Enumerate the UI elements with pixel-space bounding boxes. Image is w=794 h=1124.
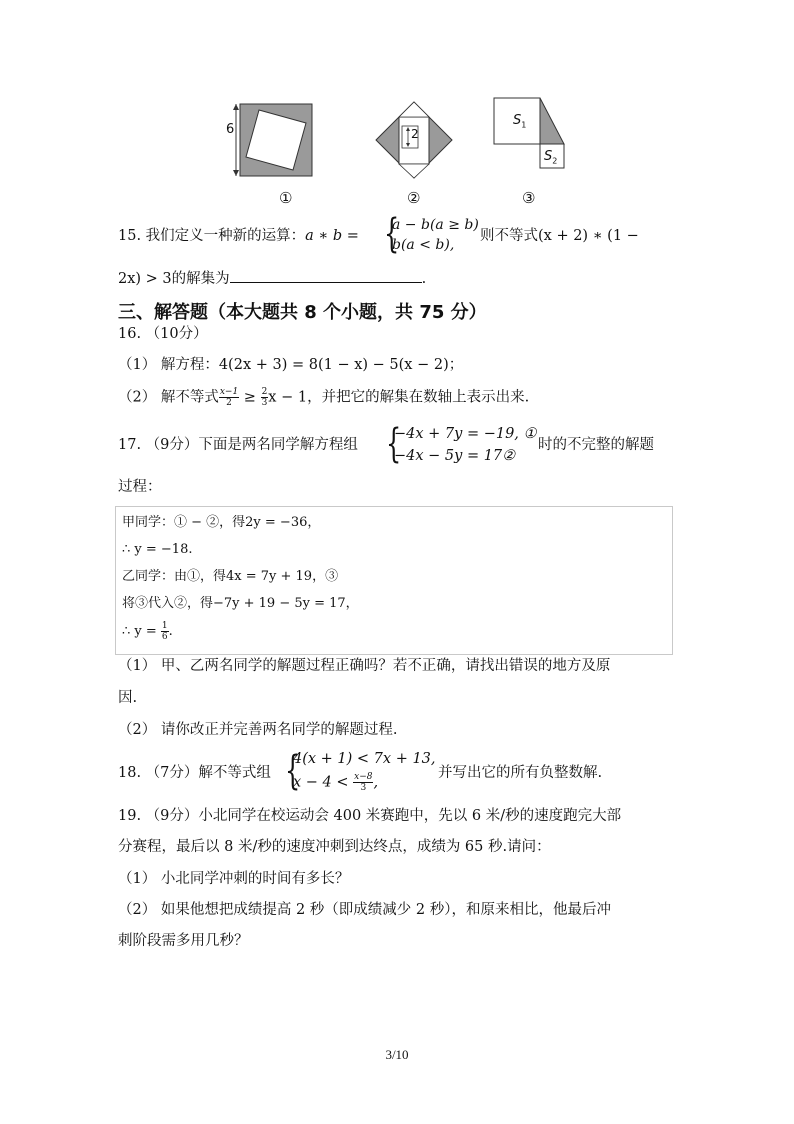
q15-case1: a − b(a ≥ b) [392,217,479,233]
q17-part1-line1: （1） 甲、乙两名同学的解题过程正确吗？若不正确，请找出错误的地方及原 [118,658,611,674]
q18-frac-num: x−8 [354,772,373,782]
q17-box-last-prefix: ∴ y = [122,624,161,639]
page-number: 3/10 [385,1047,409,1062]
q17-box-frac [161,621,169,642]
q16-frac1-den: 2 [226,398,232,408]
q18-brace: { [285,748,301,794]
figure-2-label: ② [407,189,421,207]
q15-line2-end: . [421,271,427,287]
q16-frac2-den: 3 [261,398,268,408]
q16-title: 16. （10分） [118,326,208,342]
figure-1-side-label: 6 [226,122,235,137]
q19-part2-line2: 刺阶段需多用几秒？ [118,933,249,949]
q17-part1-line2: 因. [118,690,138,706]
q16-part1: （1） 解方程：4(2x + 3) = 8(1 − x) − 5(x − 2)； [118,357,464,373]
q17-box-line-2: ∴ y = −18. [122,542,193,557]
q17-box-line-5 [122,621,173,642]
q17-part2: （2） 请你改正并完善两名同学的解题过程. [118,722,398,738]
q17-line2: 过程： [118,479,162,495]
figure-1 [226,96,326,180]
figure-1-label: ① [279,189,293,207]
q17-box-frac-den: 6 [161,632,168,642]
q18-frac-den: 3 [360,783,367,793]
q15-brace: { [384,211,400,257]
q19-part1: （1） 小北同学冲刺的时间有多长？ [118,871,350,887]
s1-letter: S [513,113,522,128]
q16-ge: ≥ [239,389,261,406]
q17-box-line-3: 乙同学：由①，得4x = 7y + 19，③ [122,569,339,584]
q17-brace: { [386,421,402,467]
q18-eq2-suffix: , [373,774,379,791]
q16-part2 [118,387,529,408]
q15-case2: b(a < b), [392,237,455,253]
q18-eq2 [293,772,378,793]
q19-line1: 19. （9分）小北同学在校运动会 400 米赛跑中，先以 6 米/秒的速度跑完大部 [118,808,622,824]
figure-3-label: ③ [522,189,536,207]
q17-box-line-4: 将③代入②，得−7y + 19 − 5y = 17， [122,596,359,611]
q17-suffix: 时的不完整的解题 [538,437,654,453]
q18-suffix: 并写出它的所有负整数解. [438,765,603,781]
q15-line1 [118,226,359,246]
q16-part2-prefix: （2） 解不等式 [118,389,219,406]
figure-2-mark-label: 2 [411,127,419,141]
q17-box-line-1: 甲同学：① − ②，得2y = −36， [122,515,321,530]
q17-box-last-suffix: . [168,624,173,639]
q18-eq1: 4(x + 1) < 7x + 13, [293,751,436,767]
section-heading: 三、解答题（本大题共 8 个小题，共 75 分） [118,302,487,323]
figure-3 [490,96,570,176]
q16-frac1-num: x−1 [219,387,239,397]
q17-prefix: 17. （9分）下面是两名同学解方程组 [118,437,358,453]
q15-line2-text: 2x) > 3的解集为 [118,271,230,287]
q19-part2-line1: （2） 如果他想把成绩提高 2 秒（即成绩减少 2 秒），和原来相比，他最后冲 [118,902,611,918]
q16-frac1 [219,387,239,408]
q16-frac2-num: 2 [261,387,268,397]
q16-part2-tail: x − 1，并把它的解集在数轴上表示出来. [268,389,530,406]
q15-prefix: 15. 我们定义一种新的运算： [118,228,306,244]
q19-line2: 分赛程，最后以 8 米/秒的速度冲刺到达终点，成绩为 65 秒.请问： [118,839,551,855]
q15-line2 [118,268,426,289]
q15-answer-blank [230,268,422,283]
q17-box-frac-num: 1 [161,621,168,631]
s1-subscript: 1 [521,120,527,130]
q18-prefix: 18. （7分）解不等式组 [118,765,271,781]
q15-op: a ∗ b = [305,228,359,244]
figure-3-s1-label [513,113,526,130]
s2-subscript: 2 [552,156,558,166]
q18-eq2-prefix: x − 4 < [293,774,354,791]
q18-frac [353,772,373,793]
figure-3-s2-label [544,149,557,166]
q17-eq1: −4x + 7y = −19, ① [394,426,537,442]
q15-suffix: 则不等式(x + 2) ∗ (1 − [480,228,639,244]
q17-eq2: −4x − 5y = 17② [394,448,516,464]
s2-letter: S [544,149,553,164]
